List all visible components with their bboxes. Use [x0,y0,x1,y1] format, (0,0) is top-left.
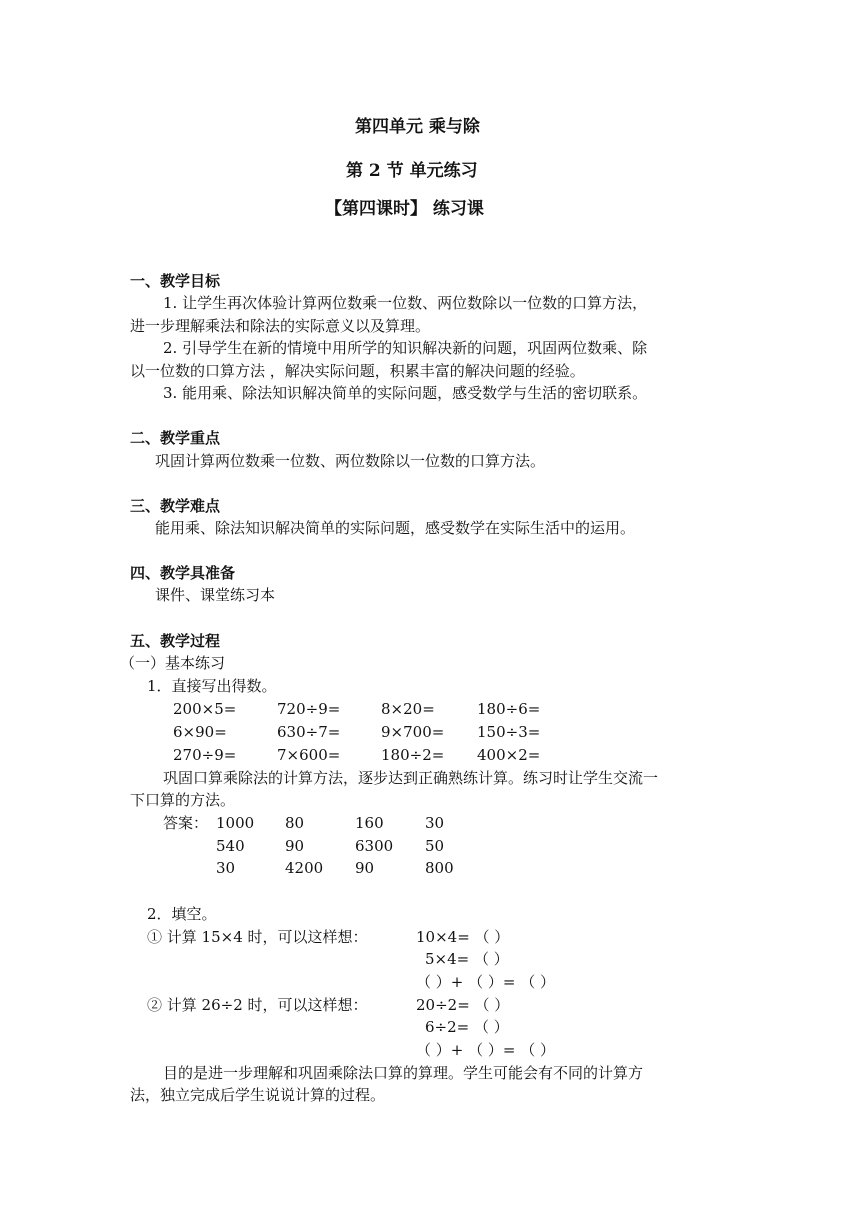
question-1-note-line-1: 巩固口算乘除法的计算方法，逐步达到正确熟练计算。练习时让学生交流一 [163,769,659,787]
answer-value: 6300 [355,837,394,855]
answer-value: 50 [425,837,445,855]
answer-value: 160 [355,814,384,832]
goal-1-line-2: 进一步理解乘法和除法的实际意义以及算理。 [130,317,431,335]
lesson-title: 【第四课时】 练习课 [325,199,484,219]
answer-value: 540 [216,837,245,855]
answer-value: 30 [425,814,445,832]
subheading-basic-practice: （一）基本练习 [120,654,226,672]
section-title: 第 2 节 单元练习 [346,161,478,181]
answer-value: 800 [425,859,454,877]
question-2-title: 2．填空。 [147,905,217,923]
fill-blank-line: 6÷2= （ ） [425,1018,509,1036]
fill-blank-line: （ ）+ （ ）= （ ） [416,1041,555,1059]
heading-teaching-goals: 一、教学目标 [130,272,221,290]
heading-difficulties: 三、教学难点 [130,497,221,515]
question-2-note-line-2: 法，独立完成后学生说说计算的过程。 [130,1086,386,1104]
goal-1-line-1: 1. 让学生再次体验计算两位数乘一位数、两位数除以一位数的口算方法， [163,294,648,312]
calc-item: 720÷9= [277,700,341,718]
calc-item: 180÷2= [381,746,445,764]
question-1-title: 1．直接写出得数。 [147,677,277,695]
heading-process: 五、教学过程 [130,632,221,650]
question-2-note-line-1: 目的是进一步理解和巩固乘除法口算的算理。学生可能会有不同的计算方 [163,1064,644,1082]
calc-item: 9×700= [381,723,445,741]
fill-blank-line: 20÷2= （ ） [416,996,510,1014]
calc-item: 180÷6= [477,700,541,718]
answer-label: 答案： [163,814,209,832]
answer-value: 30 [216,859,236,877]
fill-blank-line: 10×4= （ ） [416,928,510,946]
calc-item: 400×2= [477,746,541,764]
goal-3: 3. 能用乘、除法知识解决简单的实际问题，感受数学与生活的密切联系。 [163,384,648,402]
heading-materials: 四、教学具准备 [130,564,236,582]
question-2-item-2-label: ② 计算 26÷2 时，可以这样想： [147,996,368,1014]
goal-2-line-1: 2. 引导学生在新的情境中用所学的知识解决新的问题，巩固两位数乘、除 [163,339,648,357]
question-2-item-1-label: ① 计算 15×4 时，可以这样想： [147,928,368,946]
key-points-text: 巩固计算两位数乘一位数、两位数除以一位数的口算方法。 [155,452,546,470]
calc-item: 200×5= [173,700,237,718]
answer-value: 4200 [285,859,324,877]
calc-item: 7×600= [277,746,341,764]
calc-item: 270÷9= [173,746,237,764]
unit-title: 第四单元 乘与除 [355,117,480,137]
question-1-note-line-2: 下口算的方法。 [130,791,236,809]
difficulties-text: 能用乘、除法知识解决简单的实际问题，感受数学在实际生活中的运用。 [155,519,636,537]
calc-item: 150÷3= [477,723,541,741]
answer-value: 90 [355,859,375,877]
goal-2-line-2: 以一位数的口算方法 ，解决实际问题，积累丰富的解决问题的经验。 [130,362,585,380]
answer-value: 90 [285,837,305,855]
fill-blank-line: 5×4= （ ） [425,950,509,968]
heading-key-points: 二、教学重点 [130,429,221,447]
materials-text: 课件、课堂练习本 [155,586,276,604]
answer-value: 1000 [216,814,255,832]
calc-item: 8×20= [381,700,435,718]
answer-value: 80 [285,814,305,832]
calc-item: 6×90= [173,723,227,741]
fill-blank-line: （ ）+ （ ）= （ ） [416,973,555,991]
calc-item: 630÷7= [277,723,341,741]
